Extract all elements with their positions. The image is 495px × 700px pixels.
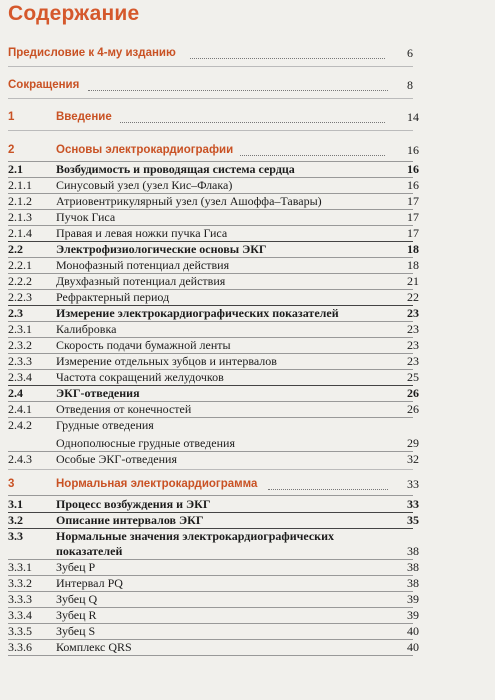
section-page: 40	[407, 624, 419, 638]
leader-dots	[120, 121, 385, 123]
chapter-page: 33	[407, 477, 419, 491]
section-page: 40	[407, 640, 419, 654]
section-number: 2.4.2	[8, 418, 32, 432]
toc-chapter-2[interactable]	[0, 143, 495, 158]
section-title: Отведения от конечностей	[56, 402, 192, 416]
section-number: 2.3.1	[8, 322, 32, 336]
section-page: 18	[407, 258, 419, 272]
leader-dots	[240, 154, 385, 156]
toc-section-2-1-3[interactable]	[0, 210, 495, 225]
section-number: 2.4.3	[8, 452, 32, 466]
section-page: 22	[407, 290, 419, 304]
chapter-title: Нормальная электрокардиограмма	[56, 478, 258, 490]
toc-section-3-3-1[interactable]	[0, 560, 495, 575]
section-page: 18	[407, 242, 419, 256]
section-page: 38	[407, 576, 419, 590]
section-title: Электрофизиологические основы ЭКГ	[56, 242, 267, 256]
section-title: Частота сокращений желудочков	[56, 370, 224, 384]
toc-section-2-3-2[interactable]	[0, 338, 495, 353]
divider	[8, 495, 413, 496]
divider	[8, 130, 413, 131]
section-number: 2.1	[8, 162, 23, 176]
section-page: 35	[407, 513, 419, 527]
entry-page: 8	[407, 78, 413, 92]
section-page: 17	[407, 226, 419, 240]
toc-section-2-2[interactable]	[0, 242, 495, 257]
toc-section-3-3-6[interactable]	[0, 640, 495, 655]
toc-section-2-3-4[interactable]	[0, 370, 495, 385]
toc-section-2-2-1[interactable]	[0, 258, 495, 273]
section-number: 2.2.1	[8, 258, 32, 272]
section-number: 2.2	[8, 242, 23, 256]
chapter-number: 1	[8, 111, 15, 123]
toc-section-3-3-3[interactable]	[0, 592, 495, 607]
section-page: 17	[407, 194, 419, 208]
section-number: 2.3	[8, 306, 23, 320]
section-page: 17	[407, 210, 419, 224]
section-number: 3.3.1	[8, 560, 32, 574]
section-title: Описание интервалов ЭКГ	[56, 513, 204, 527]
section-page: 23	[407, 306, 419, 320]
section-number: 3.3.4	[8, 608, 32, 622]
toc-entry-abbreviations[interactable]	[0, 78, 495, 93]
section-page: 26	[407, 386, 419, 400]
section-title: Зубец S	[56, 624, 96, 638]
toc-section-2-4[interactable]	[0, 386, 495, 401]
toc-section-3-2[interactable]	[0, 513, 495, 528]
section-page: 16	[407, 162, 419, 176]
leader-dots	[268, 488, 388, 490]
section-page: 32	[407, 452, 419, 466]
toc-section-3-3-2[interactable]	[0, 576, 495, 591]
section-number: 3.3.5	[8, 624, 32, 638]
section-page: 29	[407, 436, 419, 450]
section-title: Калибровка	[56, 322, 117, 336]
section-number: 2.1.4	[8, 226, 32, 240]
section-number: 3.3.2	[8, 576, 32, 590]
section-title: Правая и левая ножки пучка Гиса	[56, 226, 228, 240]
section-page: 21	[407, 274, 419, 288]
section-title: Возбудимость и проводящая система сердца	[56, 162, 295, 176]
section-number: 2.1.1	[8, 178, 32, 192]
section-title: Синусовый узел (узел Кис–Флака)	[56, 178, 233, 192]
section-page: 25	[407, 370, 419, 384]
chapter-title: Основы электрокардиографии	[56, 144, 234, 156]
section-number: 2.3.3	[8, 354, 32, 368]
section-page: 39	[407, 608, 419, 622]
section-page: 38	[407, 560, 419, 574]
section-title: Процесс возбуждения и ЭКГ	[56, 497, 211, 511]
section-number: 2.2.3	[8, 290, 32, 304]
section-page: 33	[407, 497, 419, 511]
section-number: 2.4.1	[8, 402, 32, 416]
divider	[8, 66, 413, 67]
section-title: Измерение электрокардиографических показателей	[56, 306, 339, 320]
section-page: 23	[407, 338, 419, 352]
section-title: ЭКГ-отведения	[56, 386, 140, 400]
section-title: Двухфазный потенциал действия	[56, 274, 226, 288]
section-number: 2.4	[8, 386, 23, 400]
section-number: 3.3	[8, 529, 23, 543]
section-title: Измерение отдельных зубцов и интервалов	[56, 354, 277, 368]
section-number: 3.2	[8, 513, 23, 527]
section-title: Монофазный потенциал действия	[56, 258, 230, 272]
section-title: Интервал PQ	[56, 576, 123, 590]
section-title: Комплекс QRS	[56, 640, 132, 654]
toc-section-2-2-3[interactable]	[0, 290, 495, 305]
section-title: Однополюсные грудные отведения	[56, 436, 235, 450]
toc-entry-preface[interactable]	[0, 46, 495, 61]
toc-section-2-4-2[interactable]	[0, 418, 495, 433]
toc-subsection-unipolar[interactable]	[0, 436, 495, 451]
section-title: Скорость подачи бумажной ленты	[56, 338, 231, 352]
toc-section-2-2-2[interactable]	[0, 274, 495, 289]
entry-title: Сокращения	[8, 79, 80, 91]
section-number: 3.3.3	[8, 592, 32, 606]
toc-section-3-3-4[interactable]	[0, 608, 495, 623]
section-page: 38	[407, 544, 419, 558]
section-title: Пучок Гиса	[56, 210, 116, 224]
section-number: 2.3.2	[8, 338, 32, 352]
page-title: Содержание	[8, 2, 140, 25]
toc-section-2-1-4[interactable]	[0, 226, 495, 241]
chapter-number: 3	[8, 478, 15, 490]
section-page: 23	[407, 354, 419, 368]
toc-section-2-3-1[interactable]	[0, 322, 495, 337]
entry-page: 6	[407, 46, 413, 60]
chapter-page: 14	[407, 110, 419, 124]
section-number: 3.1	[8, 497, 23, 511]
toc-section-2-4-1[interactable]	[0, 402, 495, 417]
leader-dots	[88, 89, 388, 91]
toc-chapter-1[interactable]	[0, 110, 495, 125]
section-number: 2.1.3	[8, 210, 32, 224]
section-title: Грудные отведения	[56, 418, 154, 432]
section-title: Нормальные значения электрокардиографических	[56, 529, 335, 543]
section-number: 2.1.2	[8, 194, 32, 208]
section-page: 16	[407, 178, 419, 192]
section-number: 2.2.2	[8, 274, 32, 288]
section-page: 23	[407, 322, 419, 336]
divider	[8, 469, 413, 470]
section-number: 3.3.6	[8, 640, 32, 654]
toc-section-2-3[interactable]	[0, 306, 495, 321]
section-title: Атриовентрикулярный узел (узел Ашоффа–Тавары)	[56, 194, 322, 208]
entry-title: Предисловие к 4-му изданию	[8, 47, 176, 59]
toc-section-2-1-2[interactable]	[0, 194, 495, 209]
section-title: Зубец R	[56, 608, 97, 622]
toc-section-3-3[interactable]	[0, 529, 495, 544]
section-title: Особые ЭКГ-отведения	[56, 452, 177, 466]
section-title: показателей	[56, 544, 123, 558]
section-page: 26	[407, 402, 419, 416]
toc-section-2-3-3[interactable]	[0, 354, 495, 369]
toc-section-2-4-3[interactable]	[0, 452, 495, 467]
toc-section-2-1[interactable]	[0, 162, 495, 177]
toc-section-3-1[interactable]	[0, 497, 495, 512]
section-number: 2.3.4	[8, 370, 32, 384]
leader-dots	[190, 57, 385, 59]
toc-section-3-3-5[interactable]	[0, 624, 495, 639]
chapter-title: Введение	[56, 111, 112, 123]
section-title: Рефрактерный период	[56, 290, 170, 304]
divider	[8, 98, 413, 99]
chapter-page: 16	[407, 143, 419, 157]
section-title: Зубец Q	[56, 592, 98, 606]
toc-section-3-3-cont[interactable]	[0, 544, 495, 559]
divider	[8, 655, 413, 656]
section-title: Зубец P	[56, 560, 96, 574]
chapter-number: 2	[8, 144, 15, 156]
toc-chapter-3[interactable]	[0, 477, 495, 492]
toc-section-2-1-1[interactable]	[0, 178, 495, 193]
section-page: 39	[407, 592, 419, 606]
